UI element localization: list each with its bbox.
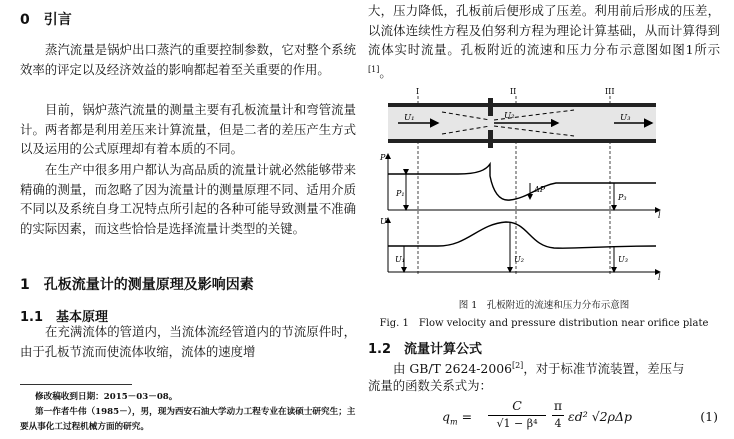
pipe-wall-top xyxy=(388,103,656,107)
eq-denominator: √1 − β⁴ xyxy=(496,417,538,430)
label-u1-pipe: U₁ xyxy=(404,113,415,123)
eq-fraction-bar xyxy=(488,415,546,416)
section-heading-1: 1 孔板流量计的测量原理及影响因素 xyxy=(20,277,254,293)
citation-ref-2: [2] xyxy=(511,361,524,370)
label-u2-plot: U₂ xyxy=(514,255,524,264)
eq-number: (1) xyxy=(700,409,718,424)
standard-ref-text: 由 GB/T 2624-2006 xyxy=(393,361,512,377)
label-u1-plot: U₁ xyxy=(395,255,405,264)
label-p3: P₃ xyxy=(618,193,627,202)
eq-q: q xyxy=(442,409,451,424)
paragraph-formula-intro-2: 流量的函数关系式为： xyxy=(368,378,492,393)
section-heading-intro: 0 引言 xyxy=(20,12,72,28)
label-u2-pipe: U₂ xyxy=(504,111,515,121)
orifice-plate-bottom xyxy=(488,130,493,148)
label-u3-pipe: U₃ xyxy=(620,113,631,123)
orifice-plate-top xyxy=(488,98,493,116)
pressure-axis-label: P xyxy=(380,153,386,162)
subsection-heading-1-1: 1.1 基本原理 xyxy=(20,310,109,325)
label-u3-plot: U₃ xyxy=(618,255,628,264)
eq-numerator: C xyxy=(512,398,522,413)
equation-1 xyxy=(442,398,718,436)
label-dp: ΔP xyxy=(534,185,546,194)
pressure-axis-l: l xyxy=(658,211,661,220)
pressure-curve xyxy=(388,164,656,200)
subsection-heading-1-2: 1.2 流量计算公式 xyxy=(368,342,483,357)
label-section-1: I xyxy=(416,87,420,96)
label-p1: P₁ xyxy=(396,189,405,198)
label-section-2: II xyxy=(510,87,517,96)
footnote-author: 第一作者牛伟（1985－），男，现为西安石油大学动力工程专业在读硕士研究生；主要从事化工过程机械方面的研究。 xyxy=(20,407,356,432)
eq-sub-m: m xyxy=(450,417,458,427)
paragraph-principle: 在充满流体的管道内，当流体流经管道内的节流原件时，由于孔板节流而使流体收缩，流体的速度增 xyxy=(20,324,356,359)
velocity-curve xyxy=(388,222,656,248)
formula-intro-text: ，对于标准节流装置，差压与 xyxy=(523,361,685,377)
eq-pi: π xyxy=(553,398,563,413)
figure-caption-en: Fig. 1 Flow velocity and pressure distribution near orifice plate xyxy=(379,318,709,329)
paragraph-end-punct: 。 xyxy=(379,64,392,80)
paragraph-intro-1: 蒸汽流量是锅炉出口蒸汽的重要控制参数，它对整个系统效率的评定以及经济效益的影响都起着至关重要的作用。 xyxy=(20,42,356,77)
eq-rest: εd² √2ρΔp xyxy=(568,409,632,424)
eq-lhs: $q_m$ = xyxy=(442,409,473,427)
paragraph-continued-text: 大，压力降低，孔板前后便形成了压差。利用前后形成的压差，以流体连续性方程及伯努利方程为理论计算基础，从而计算得到流体实时流量。孔板附近的流速和压力分布示意图如图1所示 xyxy=(368,3,720,58)
pipe-wall-bottom xyxy=(388,139,656,143)
eq-four: 4 xyxy=(554,417,562,430)
velocity-axis-label: U xyxy=(380,217,387,226)
label-section-3: III xyxy=(605,87,615,96)
figure-caption-cn: 图 1 孔板附近的流速和压力分布示意图 xyxy=(458,300,630,311)
footnote-received-date: 修改稿收到日期：2015－03－08。 xyxy=(35,392,178,402)
eq-pi-bar xyxy=(552,415,564,416)
paragraph-continued xyxy=(368,1,720,83)
paragraph-intro-3: 在生产中很多用户都认为高品质的流量计就必然能够带来精确的测量，而忽略了因为流量计的测量原理不同、适用介质不同以及系统自身工况特点所引起的各种可能导致测量不准确的实际因素，而这些恰恰是选择流量计类型的关键。 xyxy=(20,162,356,236)
footnote-rule xyxy=(20,384,132,385)
figure-1-diagram xyxy=(378,86,668,280)
paragraph-intro-2: 目前，锅炉蒸汽流量的测量主要有孔板流量计和弯管流量计。两者都是利用差压来计算流量，但是二者的差压产生方式以及运用的公式原理却有着本质的不同。 xyxy=(20,102,356,157)
citation-ref-1: [1] xyxy=(368,64,380,74)
velocity-axis-l: l xyxy=(658,273,661,280)
